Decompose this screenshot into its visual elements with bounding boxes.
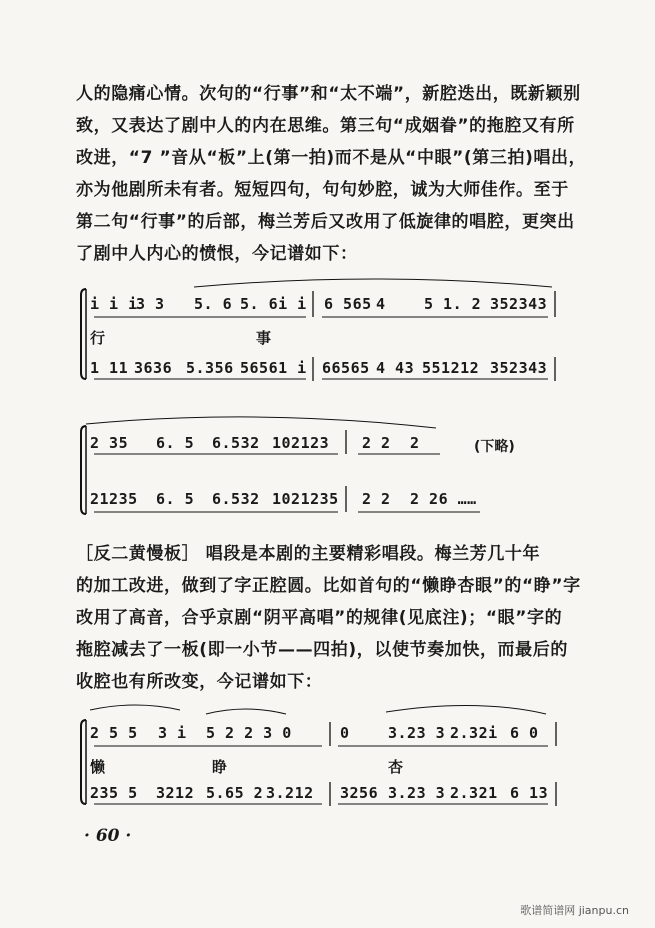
note-group: 5.356 — [186, 359, 234, 377]
note-group: 6 565 — [324, 295, 372, 313]
note-group: 102123 — [272, 434, 330, 452]
lyric: 事 — [256, 329, 272, 347]
note-group: 6 0 — [510, 724, 539, 742]
text-line: 改用了高音，合乎京剧“阴平高唱”的规律(见底注)；“眼”字的 — [76, 608, 563, 628]
lyric: 睁 — [212, 758, 228, 776]
note-group: 5 2 2 3 0 — [206, 724, 292, 742]
note-group: 3256 — [340, 784, 379, 802]
text-line: 拖腔减去了一板(即一小节——四拍)，以使节奏加快，而最后的 — [76, 640, 568, 660]
note-group: 235 5 — [90, 784, 138, 802]
note-group: 0 — [340, 724, 350, 742]
text-line: 第二句“行事”的后部，梅兰芳后又改用了低旋律的唱腔，更突出 — [76, 212, 575, 232]
note-group: 3636 — [134, 359, 173, 377]
note-group: 3.212 — [266, 784, 314, 802]
score-system-3 — [76, 700, 566, 810]
note-group: 6. 5 — [156, 490, 195, 508]
paragraph-2 — [76, 538, 581, 698]
note-group: 2 5 5 — [90, 724, 138, 742]
page-number: · 60 · — [84, 826, 132, 846]
note-group: 4 — [376, 295, 386, 313]
note-group: 2.32i — [450, 724, 498, 742]
text-line: 收腔也有所改变，今记谱如下： — [76, 672, 323, 692]
note-group: 2 26 …… — [410, 490, 477, 508]
lyric: 懒 — [90, 758, 106, 776]
note-group: 3 3 — [136, 295, 165, 313]
note-group: i i i — [90, 295, 138, 313]
note-group: 2 2 — [362, 434, 391, 452]
note-group: 551212 — [422, 359, 480, 377]
note-group: 6 13 — [510, 784, 549, 802]
text-line: 的加工改进，做到了字正腔圆。比如首句的“懒睁杏眼”的“睁”字 — [76, 576, 581, 596]
note-group: 3 i — [158, 724, 187, 742]
note-group: 1021235 — [272, 490, 339, 508]
lyric: 杏 — [388, 758, 404, 776]
score-system-2 — [76, 420, 566, 520]
note-group: 5 1. 2 — [424, 295, 482, 313]
note-group: 4 43 — [376, 359, 415, 377]
text-line: ［反二黄慢板］ 唱段是本剧的主要精彩唱段。梅兰芳几十年 — [76, 544, 541, 564]
note-group: 3.23 3 — [388, 784, 446, 802]
text-line: 改进，“7 ”音从“板”上(第一拍)而不是从“中眼”(第三拍)唱出， — [76, 148, 587, 168]
note-group: 6.532 — [212, 490, 260, 508]
note-group: 56561 i — [240, 359, 307, 377]
note-group: 6.532 — [212, 434, 260, 452]
note-group: 2.321 — [450, 784, 498, 802]
lyric: 行 — [90, 329, 106, 347]
text-line: 致，又表达了剧中人的内在思维。第三句“成姻眷”的拖腔又有所 — [76, 116, 575, 136]
note-group: 66565 — [322, 359, 370, 377]
site-watermark: 歌谱简谱网 jianpu.cn — [520, 904, 629, 917]
note-group: 352343 — [490, 295, 548, 313]
text-line: 人的隐痛心情。次句的“行事”和“太不端”，新腔迭出，既新颖别 — [76, 84, 581, 104]
note-group: 2 2 — [362, 490, 391, 508]
paragraph-1 — [76, 78, 587, 270]
note-group: 21235 — [90, 490, 138, 508]
note-group: 6. 5 — [156, 434, 195, 452]
note-group: 3.23 3 — [388, 724, 446, 742]
note-group: 2 35 — [90, 434, 129, 452]
text-line: 亦为他剧所未有者。短短四句，句句妙腔，诚为大师佳作。至于 — [76, 180, 569, 200]
note-group: 1 11 — [90, 359, 129, 377]
omission-note: (下略) — [474, 439, 515, 455]
text-line: 了剧中人内心的愤恨，今记谱如下： — [76, 244, 358, 264]
note-group: 3212 — [156, 784, 195, 802]
score-system-1 — [76, 275, 566, 385]
note-group: 5. 6 — [194, 295, 233, 313]
note-group: 5.65 2 — [206, 784, 264, 802]
note-group: 352343 — [490, 359, 548, 377]
note-group: 2 — [410, 434, 420, 452]
note-group: 5. 6i i — [240, 295, 307, 313]
